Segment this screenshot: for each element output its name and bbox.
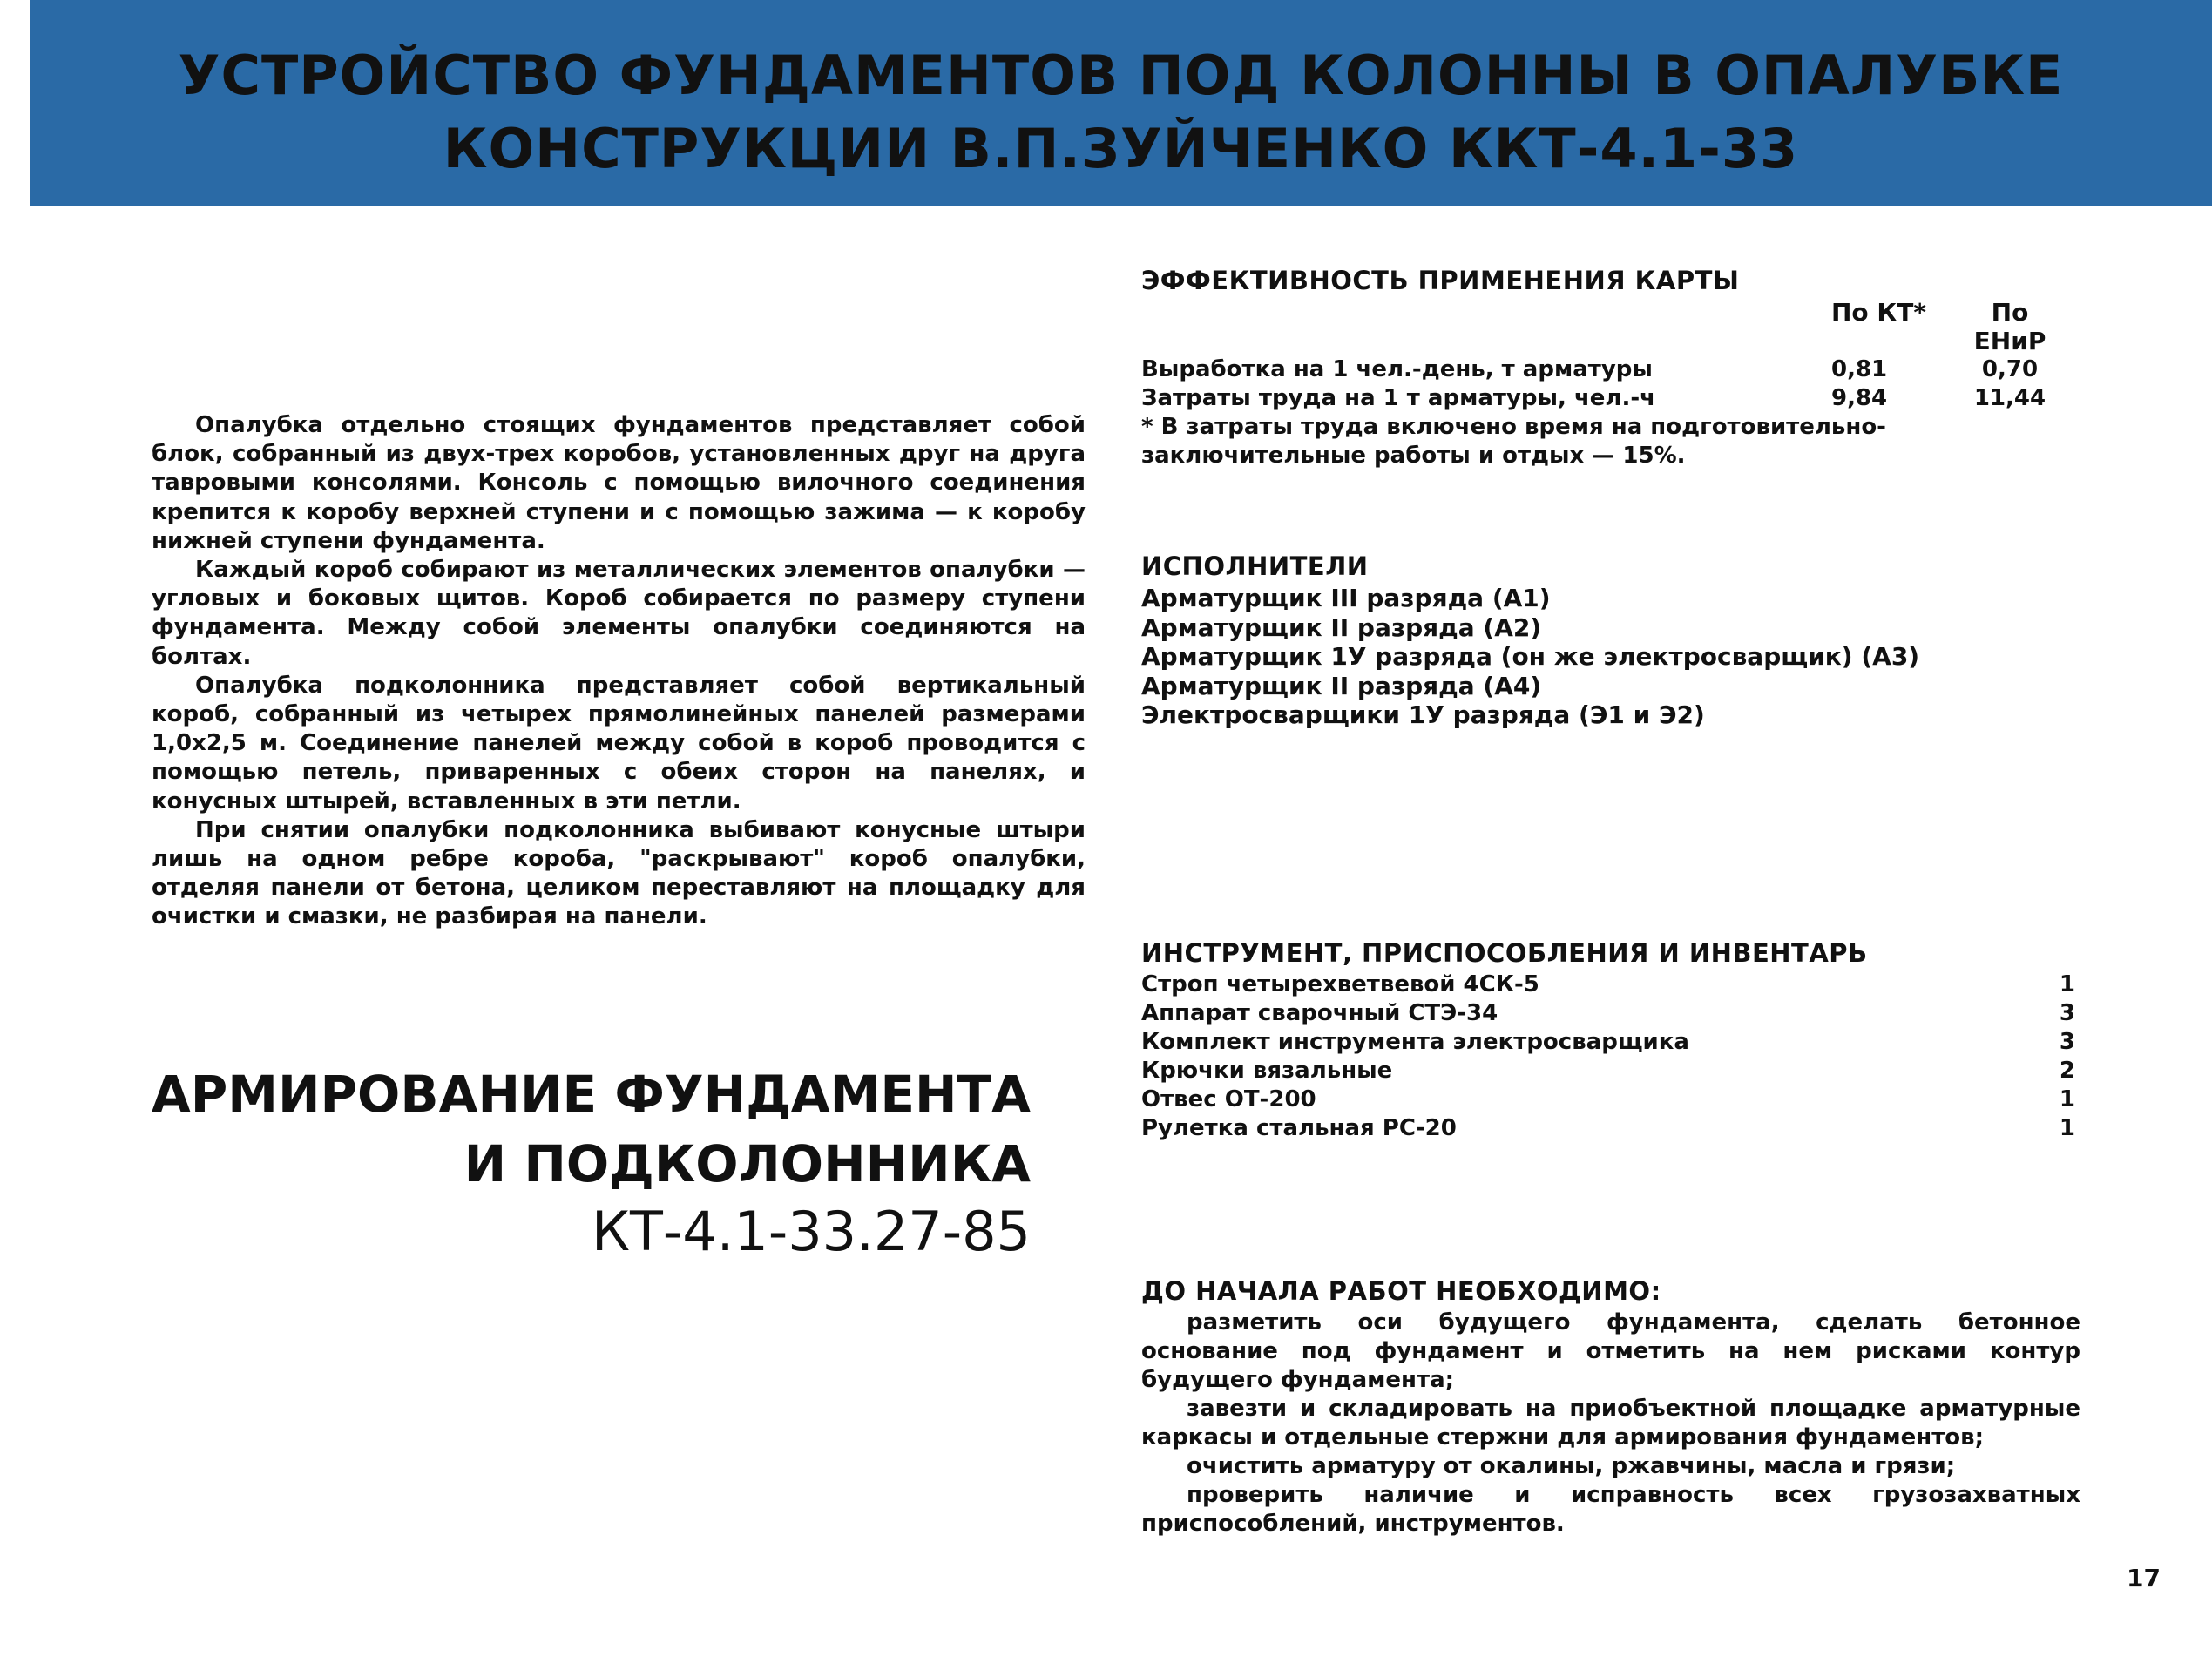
intro-paragraph: Опалубка подколонника представляет собой вертикальный короб, собранный из четырех прямолинейных панелей размерами 1,0х2,5 м. Соединение панелей между собой в короб проводится с помощью петель, приваренных с обеих сторон на панелях, и конусных штырей, вставленных в эти петли. (152, 672, 1086, 815)
card-title-line-1: АРМИРОВАНИЕ ФУНДАМЕНТА (151, 1065, 1031, 1124)
efficiency-footnote: * В затраты труда включено время на подготовительно-заключительные работы и отдых — 15%. (1141, 414, 1886, 469)
intro-paragraph: Каждый короб собирают из металлических элементов опалубки — угловых и боковых щитов. Короб собирается по размеру ступени фундамента. Между собой элементы опалубки соединяются на болтах. (152, 557, 1086, 670)
column-header-kt: По КТ* (1831, 298, 1927, 327)
tool-quantity: 3 (2059, 1000, 2075, 1026)
performer-item: Арматурщик II разряда (А2) (1141, 612, 1542, 642)
card-title-line-2: И ПОДКОЛОННИКА (463, 1134, 1031, 1194)
tool-quantity: 2 (2059, 1058, 2075, 1084)
tool-quantity: 3 (2059, 1029, 2075, 1055)
tool-name: Рулетка стальная РС-20 (1141, 1115, 1457, 1141)
efficiency-value-kt: 9,84 (1831, 385, 1888, 411)
intro-paragraph: При снятии опалубки подколонника выбивают конусные штыри лишь на одном ребре короба, "раскрывают" короб опалубки, отделяя панели от бетона, целиком переставляют на площадку для очистки и смазки, не разбирая на панели. (152, 816, 1086, 930)
intro-paragraph: Опалубка отдельно стоящих фундаментов представляет собой блок, собранный из двух-трех коробов, установленных друг на друга тавровыми консолями. Консоль с помощью вилочного соединения крепится к коробу верхней ступени и с помощью зажима — к коробу нижней ступени фундамента. (152, 412, 1086, 554)
tool-item (1141, 999, 2075, 1028)
before-work-item: завезти и складировать на приобъектной площадке арматурные каркасы и отдельные стержни для армирования фундаментов; (1141, 1396, 2080, 1450)
efficiency-row-label: Выработка на 1 чел.-день, т арматуры (1141, 356, 1653, 382)
card-code: КТ-4.1-33.27-85 (592, 1200, 1031, 1263)
column-header-enir: По ЕНиР (1973, 298, 2046, 355)
page-number: 17 (2127, 1564, 2161, 1592)
tool-quantity: 1 (2059, 971, 2075, 997)
tool-name: Комплект инструмента электросварщика (1141, 1029, 1689, 1055)
before-work-item: проверить наличие и исправность всех грузозахватных приспособлений, инструментов. (1141, 1482, 2080, 1537)
efficiency-column-headers (1141, 298, 2082, 355)
tool-name: Отвес ОТ-200 (1141, 1086, 1316, 1112)
efficiency-heading: ЭФФЕКТИВНОСТЬ ПРИМЕНЕНИЯ КАРТЫ (1141, 266, 1740, 295)
tool-item (1141, 970, 2075, 999)
tool-item (1141, 1114, 2075, 1143)
intro-text (152, 411, 1086, 932)
efficiency-value-enir: 11,44 (1973, 385, 2046, 411)
efficiency-value-enir: 0,70 (1981, 356, 2039, 382)
performer-item: Электросварщики 1У разряда (Э1 и Э2) (1141, 700, 1705, 729)
efficiency-row (1141, 384, 2082, 413)
before-work-item: разметить оси будущего фундамента, сделать бетонное основание под фундамент и отметить на нем рисками контур будущего фундамента; (1141, 1309, 2080, 1393)
before-work-item: очистить арматуру от окалины, ржавчины, масла и грязи; (1187, 1453, 1956, 1479)
performers-heading: ИСПОЛНИТЕЛИ (1141, 551, 1369, 581)
tool-item (1141, 1085, 2075, 1114)
performers-section (1141, 549, 2082, 730)
tool-item (1141, 1028, 2075, 1057)
tools-section (1141, 936, 2075, 1143)
tool-name: Крючки вязальные (1141, 1058, 1393, 1084)
title-banner (30, 0, 2212, 206)
efficiency-section (1141, 263, 2082, 470)
performer-item: Арматурщик III разряда (А1) (1141, 584, 1551, 612)
performer-item: Арматурщик II разряда (А4) (1141, 671, 1542, 700)
tool-item (1141, 1057, 2075, 1085)
performer-item: Арматурщик 1У разряда (он же электросварщик) (А3) (1141, 642, 1920, 671)
tool-quantity: 1 (2059, 1115, 2075, 1141)
efficiency-row-label: Затраты труда на 1 т арматуры, чел.-ч (1141, 385, 1655, 411)
tool-quantity: 1 (2059, 1086, 2075, 1112)
efficiency-value-kt: 0,81 (1831, 356, 1888, 382)
efficiency-row (1141, 355, 2082, 384)
page-title-line-2: КОНСТРУКЦИИ В.П.ЗУЙЧЕНКО ККТ-4.1-33 (443, 117, 1799, 180)
before-work-section (1141, 1274, 2080, 1538)
page-title-line-1: УСТРОЙСТВО ФУНДАМЕНТОВ ПОД КОЛОННЫ В ОПАЛУБКЕ (178, 44, 2064, 107)
tool-name: Строп четырехветвевой 4СК-5 (1141, 971, 1539, 997)
tool-name: Аппарат сварочный СТЭ-34 (1141, 1000, 1498, 1026)
tools-heading: ИНСТРУМЕНТ, ПРИСПОСОБЛЕНИЯ И ИНВЕНТАРЬ (1141, 938, 1868, 968)
before-work-heading: ДО НАЧАЛА РАБОТ НЕОБХОДИМО: (1141, 1276, 1661, 1306)
